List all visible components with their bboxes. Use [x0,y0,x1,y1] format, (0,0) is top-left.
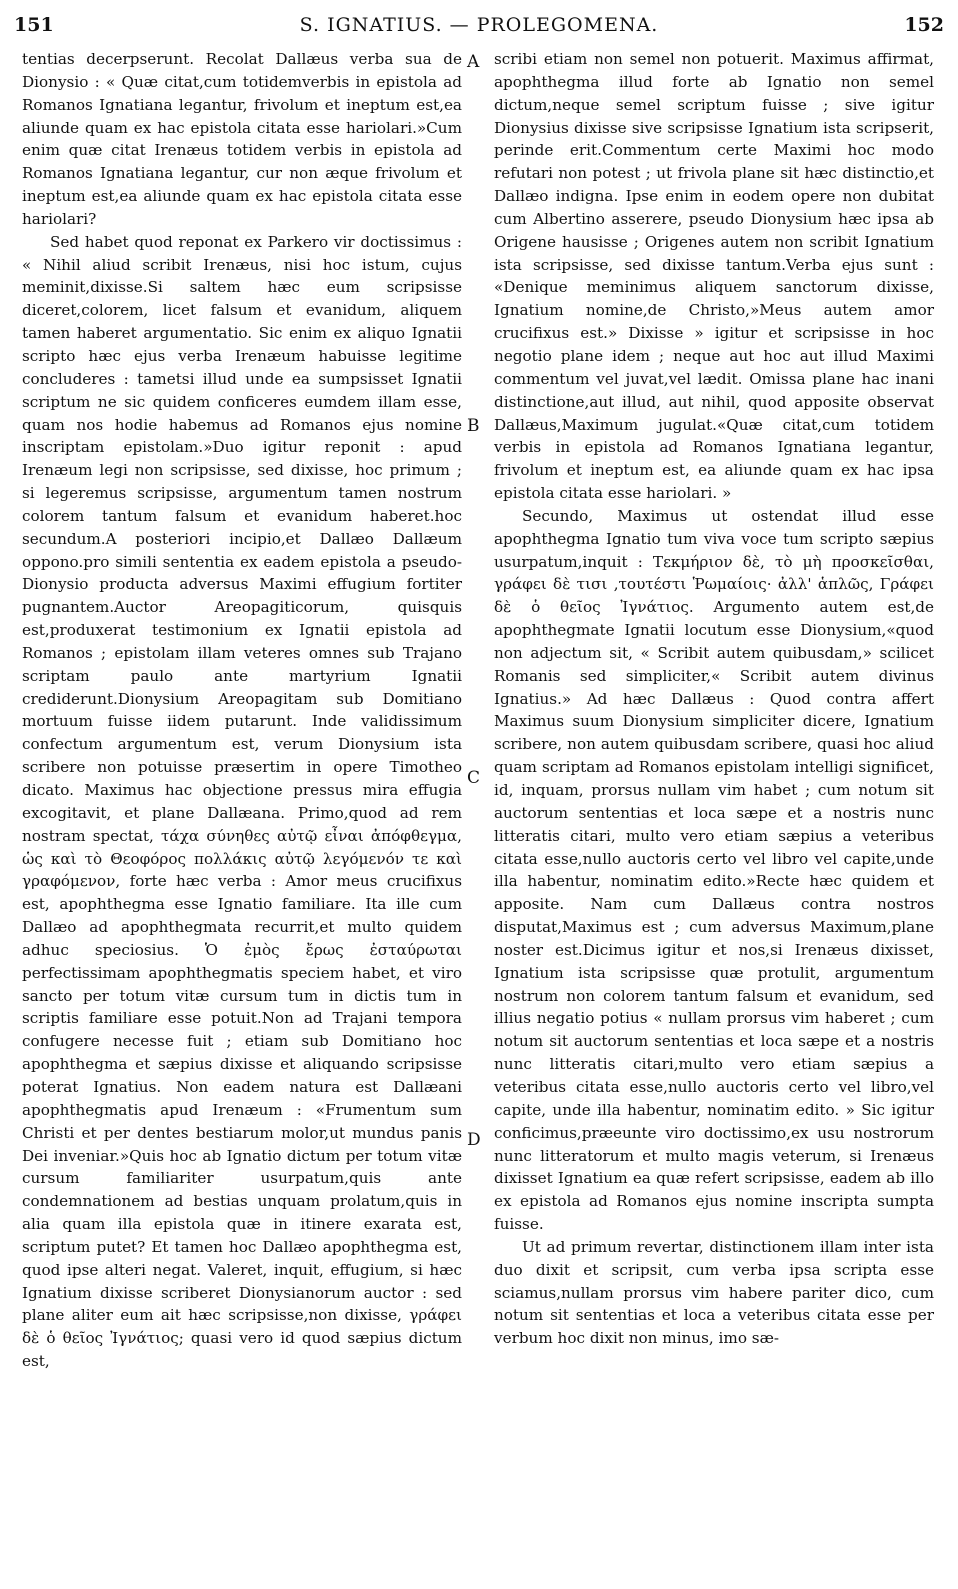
left-column [22,48,462,1373]
margin-marker-d: D [467,1130,481,1150]
right-column [494,48,934,1350]
paragraph: Sed habet quod reponat ex Parkero vir doctissimus : « Nihil aliud scribit Irenæus, nisi hoc istum, cujus meminit,dixisse.Si saltem hæc eum scripsisse diceret,colorem, licet falsum et evanidum, aliquem tamen haberet argumentatio. Sic enim ex aliquo Ignatii scripto hæc ejus verba Irenæum habuisse legitime concluderes : tametsi illud unde ea sumpsisset Ignatii scriptum ne sic quidem conficeres eumdem illam esse, quam nos hodie habemus ad Romanos ejus nomine inscriptam epistolam.»Duo igitur reponit : apud Irenæum legi non scripsisse, sed dixisse, hoc primum ; si legeremus scripsisse, argumentum tamen nostrum colorem tantum falsum et evanidum haberet.hoc secundum.A posteriori incipio,et Dallæo Dallæum oppono.pro simili sententia ex eadem epistola a pseudo-Dionysio producta adversus Maximi effugium fortiter pugnantem.Auctor Areopagiticorum, quisquis est,produxerat testimonium ex Ignatii epistola ad Romanos ; epistolam illam veteres omnes sub Trajano scriptam paulo ante martyrium Ignatii crediderunt.Dionysium Areopagitam sub Domitiano mortuum fuisse iidem putarunt. Inde validissimum confectum argumentum est, verum Dionysium ista scribere non potuisse præsertim in opere Timotheo dicato. Maximus hac objectione pressus mira effugia excogitavit, et plane Dallæana. Primo,quod ad rem nostram spectat, τάχα σύνηθες αὐτῷ εἶναι ἀπόφθεγμα, ὡς καὶ τὸ Θεοφόρος πολλάκις αὐτῷ λεγόμενόν τε καὶ γραφόμενον, forte hæc verba : Amor meus crucifixus est, apophthegma esse Ignatio familiare. Ita ille cum Dallæo ad apophthegmata recurrit,et multo quidem adhuc speciosius. Ὁ ἐμὸς ἔρως ἐσταύρωται perfectissimam apophthegmatis speciem habet, et viro sancto per totum vitæ cursum tum in dictis tum in scriptis familiare esse potuit.Non ad Trajani tempora confugere necesse fuit ; etiam sub Domitiano hoc apophthegma et sæpius dixisse et aliquando scripsisse poterat Ignatius. Non eadem natura est Dallæani apophthegmatis apud Irenæum : «Frumentum sum Christi et per dentes bestiarum molor,ut mundus panis Dei inveniar.»Quis hoc ab Ignatio dictum per totum vitæ cursum familiariter usurpatum,quis ante condemnationem ad bestias unquam prolatum,quis in alia quam illa epistola quæ in itinere exarata est, scriptum putet? Et tamen hoc Dallæo apophthegma est, quod ipse alteri negat. Valeret, inquit, effugium, si hæc Ignatium dixisse scriberet Dionysianorum auctor : sed plane aliter eum ait hæc scripsisse,non dixisse, γράφει δὲ ὁ θεῖος Ἰγνάτιος; quasi vero id quod sæpius dictum est, [22,232,462,1371]
paragraph: Secundo, Maximus ut ostendat illud esse apophthegma Ignatio tum viva voce tum scripto sæpius usurpatum,inquit : Τεκμήριον δὲ, τὸ μὴ προσκεῖσθαι, γράφει δὲ τισι ,τουτέστι Ῥωμαίοις· ἀλλ' ἁπλῶς, Γράφει δὲ ὁ θεῖος Ἰγνάτιος. Argumento autem est,de apophthegmate Ignatii locutum esse Dionysium,«quod non adjectum sit, « Scribit autem quibusdam,» scilicet Romanis sed simpliciter,« Scribit autem divinus Ignatius.» Ad hæc Dallæus : Quod contra affert Maximus suum Dionysium simpliciter dicere, Ignatium scribere, non autem quibusdam scribere, quasi hoc aliud quam scriptam ad Romanos epistolam intelligi significet, id, inquam, prorsus nullam vim habet ; cum notum sit auctorum sententias et loca sæpe et a nostris nunc litteratis citari, multo vero etiam sæpius a veteribus citata esse,nullo auctoris certo vel libro vel capite,unde illa habentur, nominatim edito.»Recte hæc quidem et apposite. Nam cum Dallæus contra nostros disputat,Maximus est ; cum adversus Maximum,plane noster est.Dicimus igitur et nos,si Irenæus dixisset, Ignatium ista scripsisse quæ protulit, argumentum nostrum non colorem tantum falsum et evanidum, sed illius negatio potius « nullam prorsus vim haberet ; cum notum sit auctorum sententias et loca sæpe et a nostris nunc litteratis citari,multo vero etiam sæpius a veteribus citata esse,nullo auctoris certo vel libro,vel capite, unde illa habentur, nominatim edito. » Sic igitur conficimus,præeunte viro doctissimo,ex usu nostrorum nunc litteratorum et multo magis veterum, si Irenæus dixisset Ignatium ea quæ refert scripsisse, eadem ab illo ex epistola ad Romanos ejus nomine inscripta sumpta fuisse. [494,506,934,1234]
page-number-left: 151 [14,14,54,36]
page-header [14,14,944,44]
paragraph: Ut ad primum revertar, distinctionem illam inter ista duo dixit et scripsit, cum verba ipsa scripta esse sciamus,nullam prorsus vim habere pariter dico, cum notum sit sententias et loca a veteribus citata esse per verbum hoc dixit non minus, imo sæ- [494,1237,934,1348]
running-title: S. IGNATIUS. — PROLEGOMENA. [299,14,659,36]
margin-marker-a: A [467,52,480,72]
margin-marker-c: C [467,768,481,788]
paragraph: scribi etiam non semel non potuerit. Maximus affirmat, apophthegma illud forte ab Ignatio non semel dictum,neque semel scriptum fuisse ; sive igitur Dionysius dixisse sive scripsisse Ignatium ista scripserit, perinde erit.Commentum certe Maximi hoc modo refutari non potest ; ut frivola plane sit hæc distinctio,et Dallæo indigna. Ipse enim in eodem opere non dubitat cum Albertino asserere, pseudo Dionysium hæc ipsa ab Origene hausisse ; Origenes autem non scribit Ignatium ista scripsisse, sed dixisse tantum.Verba ejus sunt : «Denique meminimus aliquem sanctorum dixisse, Ignatium nomine,de Christo,»Meus autem amor crucifixus est.» Dixisse » igitur et scripsisse in hoc negotio plane idem ; neque aut hoc aut illud Maximi commentum vel juvat,vel lædit. Omissa plane hac inani distinctione,aut illud, aut nihil, quod apposite observat Dallæus,Maximum jugulat.«Quæ citat,cum totidem verbis in epistola ad Romanos Ignatiana legantur, frivolum et ineptum est, ea aliunde quam ex hac ipsa epistola citata esse hariolari. » [494,50,934,503]
margin-marker-b: B [467,416,480,436]
paragraph: tentias decerpserunt. Recolat Dallæus verba sua de Dionysio : « Quæ citat,cum totidemverbis in epistola ad Romanos Ignatiana legantur, frivolum et ineptum est,ea aliunde quam ex hac epistola citata esse hariolari.»Cum enim quæ citat Irenæus totidem verbis in epistola ad Romanos Ignatiana legantur, cur non æque frivolum et ineptum est,ea aliunde quam ex hac epistola citata esse hariolari? [22,50,462,228]
page-number-right: 152 [904,14,944,36]
